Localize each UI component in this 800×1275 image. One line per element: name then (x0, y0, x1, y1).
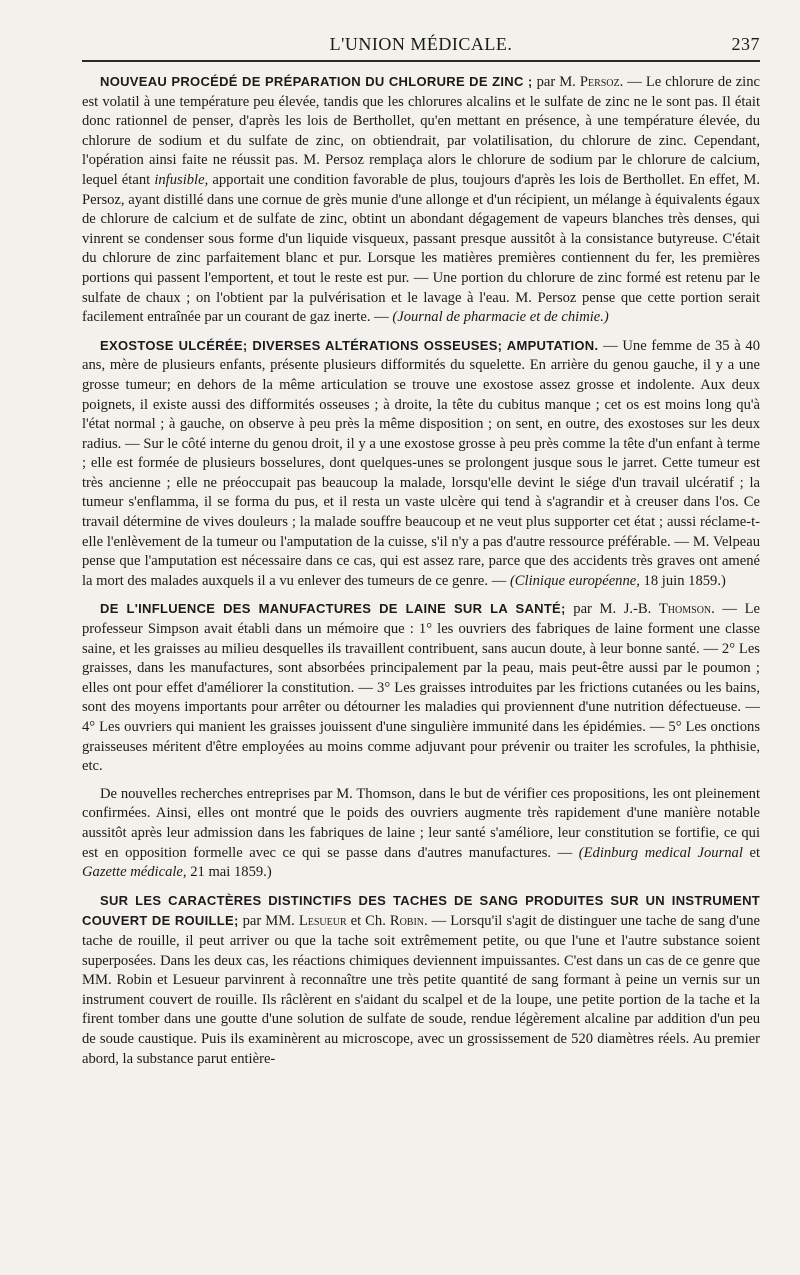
article-heading: DE L'INFLUENCE DES MANUFACTURES DE LAINE SUR LA SANTÉ; (100, 601, 566, 617)
author-name: Persoz (579, 74, 620, 90)
article-manufactures-laine (82, 599, 760, 776)
article-source-2: Gazette médicale, (82, 864, 187, 881)
article-source: (Edinburg medical Journal (578, 844, 743, 861)
article-body: . — Le professeur Simpson avait établi dans un mémoire que : 1° les ouvriers des fabriques de laine forment une classe saine, et les graisses au milieu desquelles ils travaillent contribuent, sans aucun doute, à leur bonne santé. — 2° Les graisses, dans les manufactures, sont absorbées principalement par la peau, mais peut-être aussi par le poumon ; elles ont pour effet d'améliorer la constitution. — 3° Les graisses introduites par les frictions cutanées ou les bains, sont des moyens importants pour arrêter ou détourner les maladies qui proviennent d'une nutrition défectueuse. — 4° Les ouvriers qui manient les graisses jouissent d'une singulière immunité dans les épidémies. — 5° Les onctions graisseuses méritent d'être employées au moins comme adjuvant pour prévenir ou traiter les scrofules, la phthisie, etc. (82, 601, 760, 775)
author-prefix: par M. (536, 74, 576, 90)
article-heading: NOUVEAU PROCÉDÉ DE PRÉPARATION DU CHLORURE DE ZINC ; (100, 74, 533, 89)
author-prefix: par MM. (242, 913, 295, 930)
article-taches-de-sang (82, 891, 760, 1069)
author-name: Thomson (658, 601, 712, 618)
source-mid: et (742, 844, 761, 861)
article-body-p2: De nouvelles recherches entreprises par M. Thomson, dans le but de vérifier ces propositions, les ont pleinement confirmées. Ainsi, elles ont montré que le poids des ouvriers augmente très rapidement d'une manière notable aussitôt après leur admission dans les fabriques de laine ; leur santé s'améliore, leur constitution se fortifie, ce qui est en opposition formelle avec ce qui se passe dans d'autres manufactures. — (82, 785, 760, 861)
article-body: . — Lorsqu'il s'agit de distinguer une tache de sang d'une tache de rouille, il peut arriver ou que la tache soit extrêmement petite, ou que l'une et l'autre substance soient superposées. Dans les deux cas, les réactions chimiques deviennent impuissantes. C'est dans un cas de ce genre que MM. Robin et Lesueur parvinrent à reconnaître une très petite quantité de sang formant à peine un vernis sur un instrument couvert de rouille. Ils râclèrent en s'aidant du scalpel et de la loupe, une petite portion de la tache et la firent tomber dans une goutte d'une solution de sulfate de soude, rendue légèrement alcaline par addition d'un peu de soude caustique. Puis ils examinèrent au microscope, avec un grossissement de 520 diamètres réels. Au premier abord, la substance parut entière- (82, 913, 760, 1067)
emphasis: infusible, (154, 171, 209, 188)
source-date: 18 juin 1859.) (639, 572, 726, 589)
running-head (82, 30, 760, 62)
author-prefix: par M. J.-B. (573, 601, 652, 618)
source-date: 21 mai 1859.) (186, 864, 272, 881)
page-number: 237 (731, 34, 760, 54)
article-source: (Journal de pharmacie et de chimie.) (392, 309, 609, 326)
author-name-2: Robin (389, 913, 425, 930)
journal-title: L'UNION MÉDICALE. (329, 34, 513, 54)
author-mid: et Ch. (346, 913, 390, 930)
author-name: Lesueur (298, 913, 347, 930)
page-text (82, 72, 760, 1069)
article-body-cont: apportait une condition favorable de plus, toujours d'après les lois de Berthollet. En effet, M. Persoz, ayant distillé dans une cornue de grès munie d'une allonge et d'un récipient, un mélange à équivalents égaux de chlorure de calcium et de sulfate de zinc, obtint un abondant dégagement de vapeurs blanches très denses, qui vinrent se condenser sous forme d'un liquide visqueux, passant presque aussitôt à la consistance butyreuse. C'était du chlorure de zinc parfaitement blanc et pur. Lorsque les matières premières contiennent du fer, les premières portions qui passent l'emportent, et tout le reste est pur. — Une portion du chlorure de zinc formé est retenu par le sulfate de chaux ; on l'obtient par la pulvérisation et le lavage à l'eau. M. Persoz pense que cette portion serait facilement entraînée par un courant de gaz inerte. — (82, 171, 760, 326)
article-heading: SUR LES CARACTÈRES DISTINCTIFS DES TACHES DE SANG PRODUITES SUR UN INSTRUMENT COUVERT DE ROUILLE; (82, 892, 760, 929)
article-chlorure-de-zinc (82, 72, 760, 328)
article-source: (Clinique européenne, (509, 572, 640, 589)
article-heading: EXOSTOSE ULCÉRÉE; DIVERSES ALTÉRATIONS OSSEUSES; AMPUTATION. (100, 337, 599, 353)
article-body: . — Le chlorure de zinc est volatil à une température peu élevée, tandis que les chlorures alcalins et le sulfate de zinc ne le sont pas. Il était donc rationnel de penser, d'après les lois de Berthollet, qu'en mettant en présence, à une température élevée, du chlorure de sodium et du sulfate de zinc, on obtiendrait, par volatilisation, du chlorure de zinc. Cependant, l'opération ainsi faite ne réussit pas. M. Persoz remplaça alors le chlorure de sodium par le chlorure de calcium, lequel étant (82, 74, 760, 188)
article-exostose (82, 336, 760, 592)
article-manufactures-laine-p2 (82, 785, 760, 883)
article-body: — Une femme de 35 à 40 ans, mère de plusieurs enfants, présente plusieurs difformités du squelette. En arrière du genou gauche, il y a une grosse tumeur; en dehors de la même articulation se trouve une exostose assez grosse et indolente. Aux deux poignets, il existe aussi des difformités osseuses ; à droite, la tête du cubitus manque ; cet os est moins long qu'à l'état normal ; à gauche, on observe à peu près la même disposition ; on sent, en outre, des exostoses sur les deux radius. — Sur le côté interne du genou droit, il y a une exostose grosse à peu près comme la tête d'un enfant à terme ; elle est formée de plusieurs bosselures, dont quelques-unes se prolongent jusque sous le jarret. Cette tumeur est très ancienne ; elle ne préoccupait pas beaucoup la malade, lorsqu'elle devint le siége d'un travail ulcératif ; la tumeur s'enflamma, il se forma du pus, et il resta un vaste ulcère qui tend à s'agrandir et à creuser dans l'os. Ce travail détermine de vives douleurs ; la malade souffre beaucoup et ne veut plus supporter cet état ; aussi réclame-t-elle l'enlèvement de la tumeur ou l'amputation de la cuisse, s'il n'y a pas d'autre ressource préférable. — M. Velpeau pense que l'amputation est nécessaire dans ce cas, qui est assez rare, parce que des accidents très graves ont amené la mort des malades auxquels il a vu enlever des tumeurs de ce genre. — (82, 337, 760, 589)
